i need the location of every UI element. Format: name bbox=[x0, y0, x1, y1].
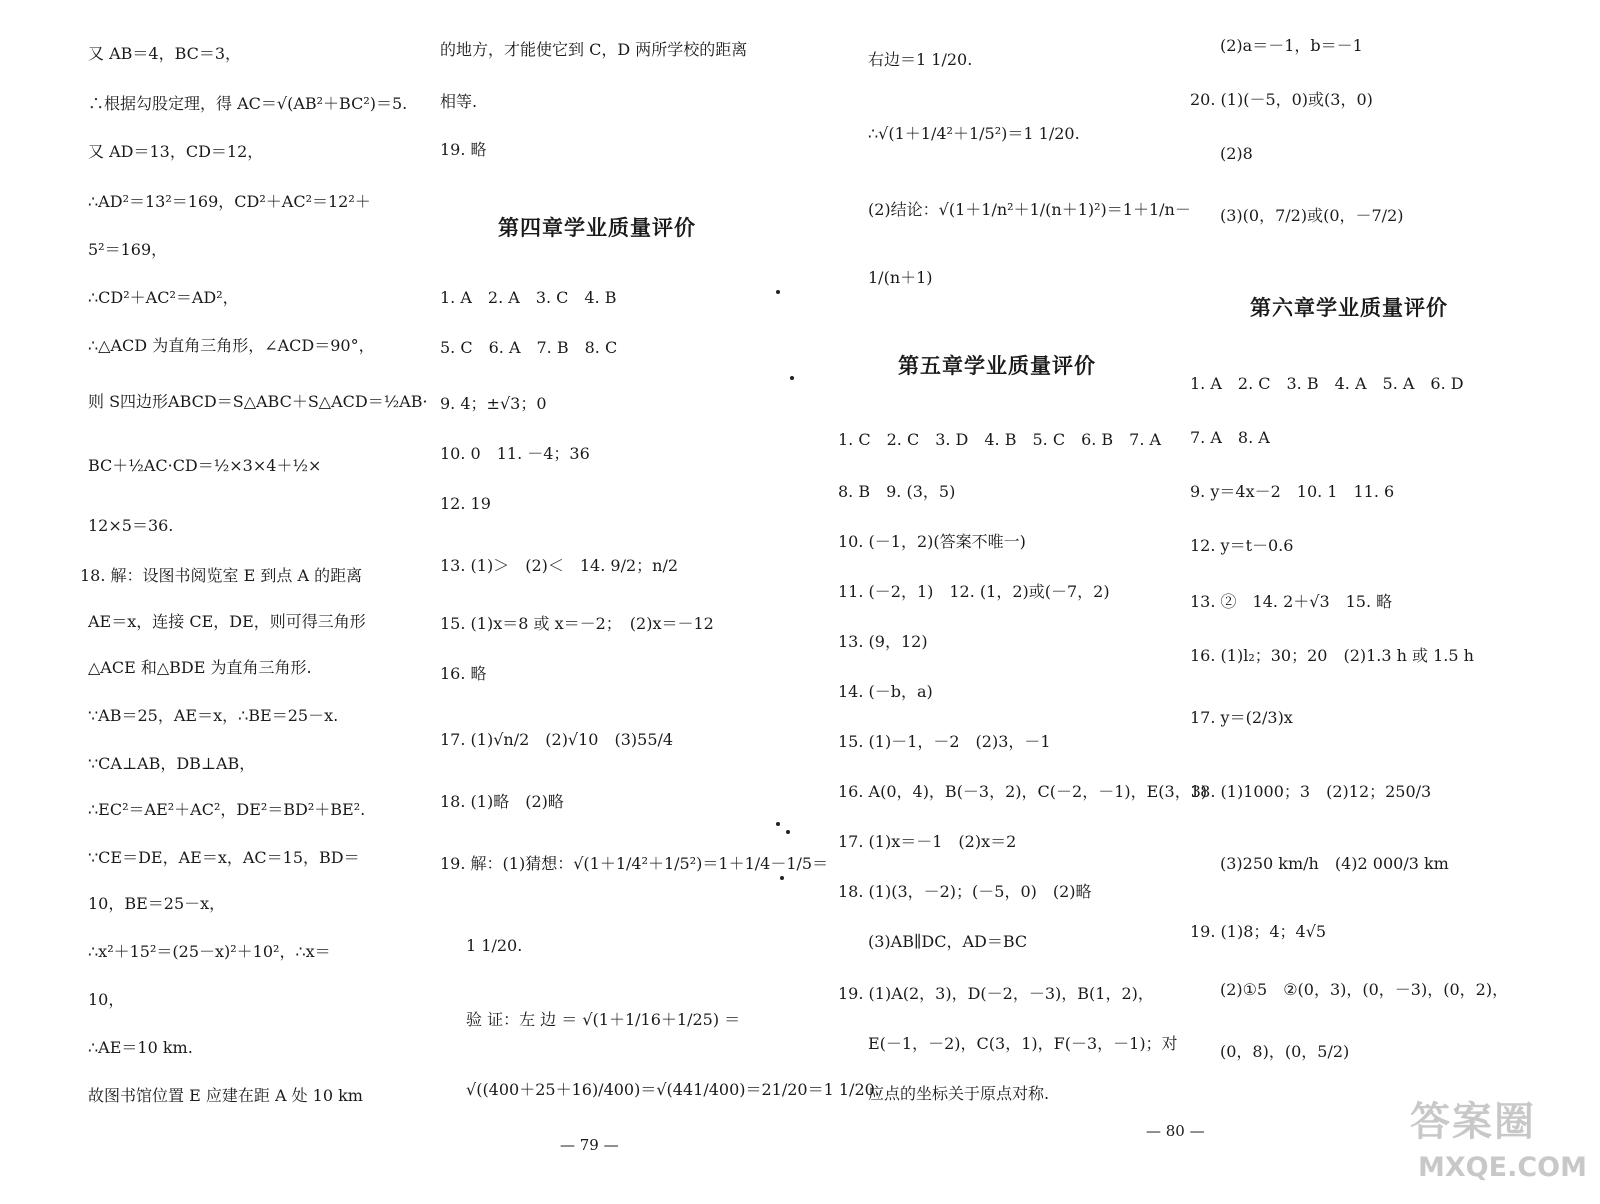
text-line: 故图书馆位置 E 应建在距 A 处 10 km bbox=[88, 1086, 363, 1105]
answer-line: √((400＋25＋16)/400)＝√(441/400)＝21/20＝1 1/20. bbox=[466, 1080, 880, 1099]
page-79-left-column bbox=[80, 0, 428, 1204]
text-line: ∵CE＝DE，AE＝x，AC＝15，BD＝ bbox=[88, 848, 360, 867]
watermark-text: 答案圈 bbox=[1410, 1099, 1536, 1145]
answer-line: 1. C 2. C 3. D 4. B 5. C 6. B 7. A bbox=[838, 430, 1162, 449]
answer-line: 9. 4；±√3；0 bbox=[440, 394, 547, 413]
speck bbox=[786, 830, 790, 834]
speck bbox=[776, 290, 780, 294]
answer-line: 1. A 2. A 3. C 4. B bbox=[440, 288, 617, 307]
answer-line: (3)AB∥DC，AD＝BC bbox=[868, 932, 1028, 951]
answer-line: 18. (1)1000；3 (2)12；250/3 bbox=[1190, 782, 1432, 801]
text-line: (2)结论：√(1＋1/n²＋1/(n＋1)²)＝1＋1/n－ bbox=[868, 200, 1191, 219]
text-line: (2)8 bbox=[1220, 144, 1253, 163]
answer-line: 验 证：左 边 ＝ √(1＋1/16＋1/25) ＝ bbox=[466, 1010, 741, 1029]
answer-line: 5. C 6. A 7. B 8. C bbox=[440, 338, 618, 357]
answer-line: 19. (1)A(2，3)，D(－2，－3)，B(1，2)， bbox=[838, 984, 1154, 1003]
text-line: 12×5＝36. bbox=[88, 516, 174, 535]
answer-line: 16. A(0，4)，B(－3，2)，C(－2，－1)，E(3，3) bbox=[838, 782, 1208, 801]
text-line: ∴△ACD 为直角三角形，∠ACD＝90°， bbox=[88, 336, 375, 355]
speck bbox=[780, 876, 784, 880]
answer-line: 17. y＝(2/3)x bbox=[1190, 708, 1293, 727]
text-line: ∴CD²＋AC²＝AD²， bbox=[88, 288, 239, 307]
answer-line: 17. (1)x＝－1 (2)x＝2 bbox=[838, 832, 1017, 851]
answer-line: 17. (1)√n/2 (2)√10 (3)55/4 bbox=[440, 730, 674, 749]
chapter-6-heading: 第六章学业质量评价 bbox=[1250, 296, 1448, 320]
speck bbox=[776, 822, 780, 826]
answer-line: 1 1/20. bbox=[466, 936, 523, 955]
answer-line: 12. 19 bbox=[440, 494, 491, 513]
text-line: 20. (1)(－5，0)或(3，0) bbox=[1190, 90, 1373, 109]
answer-line: 18. (1)(3，－2)；(－5，0) (2)略 bbox=[838, 882, 1092, 901]
text-line: 又 AB＝4，BC＝3， bbox=[88, 44, 242, 63]
text-line: 10， bbox=[88, 990, 125, 1009]
chapter-4-heading: 第四章学业质量评价 bbox=[498, 216, 696, 240]
answer-line: 15. (1)－1，－2 (2)3，－1 bbox=[838, 732, 1051, 751]
answer-line: 8. B 9. (3，5) bbox=[838, 482, 956, 501]
watermark-url: MXQE.COM bbox=[1418, 1152, 1587, 1183]
answer-line: 10. 0 11. －4；36 bbox=[440, 444, 590, 463]
text-line: ∴AD²＝13²＝169，CD²＋AC²＝12²＋ bbox=[88, 192, 371, 211]
page-number-80: — 80 — bbox=[1146, 1122, 1205, 1140]
answer-line: E(－1，－2)，C(3，1)，F(－3，－1)；对 bbox=[868, 1034, 1178, 1053]
page-number-79: — 79 — bbox=[560, 1136, 619, 1154]
answer-line: 9. y＝4x－2 10. 1 11. 6 bbox=[1190, 482, 1395, 501]
text-line: ∵CA⊥AB，DB⊥AB， bbox=[88, 754, 256, 773]
text-line: △ACE 和△BDE 为直角三角形. bbox=[88, 658, 312, 677]
text-line: AE＝x，连接 CE，DE，则可得三角形 bbox=[88, 612, 366, 631]
page-79-right-column bbox=[440, 0, 880, 1204]
answer-line: 应点的坐标关于原点对称. bbox=[868, 1084, 1050, 1103]
text-line: BC＋½AC·CD＝½×3×4＋½× bbox=[88, 456, 322, 475]
answer-line: 13. (9，12) bbox=[838, 632, 928, 651]
text-line: 相等. bbox=[440, 92, 478, 111]
text-line: ∵AB＝25，AE＝x，∴BE＝25－x. bbox=[88, 706, 339, 725]
answer-line: (3)250 km/h (4)2 000/3 km bbox=[1220, 854, 1449, 873]
answer-line: 10. (－1，2)(答案不唯一) bbox=[838, 532, 1026, 551]
text-line: ∴EC²＝AE²＋AC²，DE²＝BD²＋BE². bbox=[88, 800, 366, 819]
chapter-5-heading: 第五章学业质量评价 bbox=[898, 354, 1096, 378]
answer-line: 13. ② 14. 2＋√3 15. 略 bbox=[1190, 592, 1393, 611]
answer-line: 12. y＝t－0.6 bbox=[1190, 536, 1294, 555]
answer-line: 11. (－2，1) 12. (1，2)或(－7，2) bbox=[838, 582, 1110, 601]
answer-line: 14. (－b，a) bbox=[838, 682, 933, 701]
text-line: ∴√(1＋1/4²＋1/5²)＝1 1/20. bbox=[868, 124, 1080, 143]
text-line: ∴AE＝10 km. bbox=[88, 1038, 193, 1057]
answer-line: 13. (1)＞ (2)＜ 14. 9/2；n/2 bbox=[440, 556, 679, 575]
text-line: 10，BE＝25－x， bbox=[88, 894, 226, 913]
text-line: 则 S四边形ABCD＝S△ABC＋S△ACD＝½AB· bbox=[88, 392, 428, 411]
text-line: 1/(n＋1) bbox=[868, 268, 933, 287]
answer-line: 18. (1)略 (2)略 bbox=[440, 792, 564, 811]
text-line: 右边＝1 1/20. bbox=[868, 50, 973, 69]
text-line: ∴x²＋15²＝(25－x)²＋10²，∴x＝ bbox=[88, 942, 331, 961]
speck bbox=[790, 376, 794, 380]
answer-line: 16. (1)l₂；30；20 (2)1.3 h 或 1.5 h bbox=[1190, 646, 1474, 665]
answer-line: 19. (1)8；4；4√5 bbox=[1190, 922, 1327, 941]
watermark-logo bbox=[1410, 1090, 1590, 1200]
text-line: ∴根据勾股定理，得 AC＝√(AB²＋BC²)＝5. bbox=[88, 94, 408, 113]
answer-line: (0，8)，(0，5/2) bbox=[1220, 1042, 1350, 1061]
text-line: 19. 略 bbox=[440, 140, 487, 159]
answer-line: (2)①5 ②(0，3)，(0，－3)，(0，2)， bbox=[1220, 980, 1509, 999]
page-80-left-column bbox=[838, 0, 1208, 1204]
page-80-right-column bbox=[1190, 0, 1568, 1204]
text-line: (2)a＝－1，b＝－1 bbox=[1220, 36, 1363, 55]
text-line: (3)(0，7/2)或(0，－7/2) bbox=[1220, 206, 1404, 225]
answer-line: 15. (1)x＝8 或 x＝－2； (2)x＝－12 bbox=[440, 614, 714, 633]
answer-line: 19. 解：(1)猜想：√(1＋1/4²＋1/5²)＝1＋1/4－1/5＝ bbox=[440, 854, 829, 873]
answer-line: 7. A 8. A bbox=[1190, 428, 1270, 447]
text-line: 5²＝169， bbox=[88, 240, 168, 259]
answer-line: 16. 略 bbox=[440, 664, 487, 683]
problem-18: 18. 解：设图书阅览室 E 到点 A 的距离 bbox=[80, 566, 363, 585]
text-line: 的地方，才能使它到 C，D 两所学校的距离 bbox=[440, 40, 748, 59]
text-line: 又 AD＝13，CD＝12， bbox=[88, 142, 264, 161]
answer-line: 1. A 2. C 3. B 4. A 5. A 6. D bbox=[1190, 374, 1464, 393]
